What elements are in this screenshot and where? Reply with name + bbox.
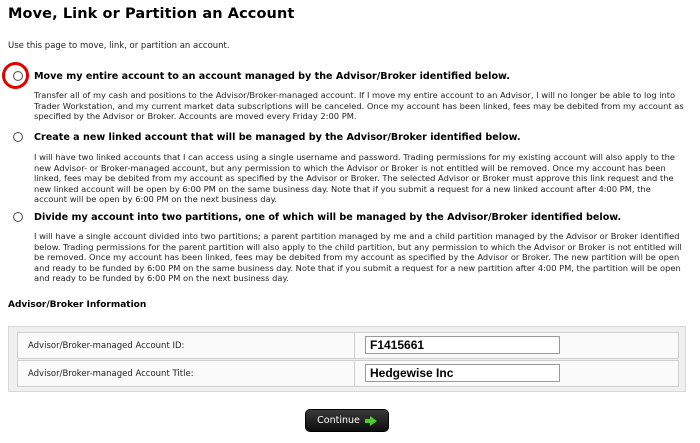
advisor-info-box (8, 326, 686, 392)
option-link-account-label: Create a new linked account that will be managed by the Advisor/Broker identified below. (34, 132, 521, 143)
option-partition-account-description: I will have a single account divided into two partitions; a parent partition managed by me and a child partition managed by the Advisor or Broker identified below. Trading permissions for the parent partition will also apply to the child partition, but any permission to which the Advisor or Broker is not entitled will be removed. Once my account has been linked, fees may be debited from my account as specified by the Advisor or Broker. The new partition will be open and ready to be funded by 6:00 PM on the same business day. Note that if you submit a request for a new partition after 4:00 PM, the partition will be open and ready to be funded by 6:00 PM on the next business day. (34, 231, 682, 284)
account-title-row (17, 360, 679, 387)
option-partition-account-label: Divide my account into two partitions, one of which will be managed by the Advisor/Broker identified below. (34, 212, 622, 223)
continue-button[interactable] (305, 409, 389, 432)
radio-link-account[interactable] (13, 132, 23, 142)
highlight-circle (2, 62, 29, 89)
option-link-account-description: I will have two linked accounts that I can access using a single username and password. Trading permissions for my existing account will also apply to the new Advisor- or Broker-managed account, but any permission to which the Advisor or Broker is not entitled will be removed. Once my account has been linked, fees may be debited from my account as specified by the Advisor or Broker. The selected Advisor or Broker must approve this link request and the new linked account will be open by 6:00 PM on the same business day. Note that if you submit a request for a new linked account after 4:00 PM, the account will be open by 6:00 PM on the next business day. (34, 152, 676, 205)
advisor-info-section-title: Advisor/Broker Information (8, 300, 147, 310)
radio-partition-account[interactable] (13, 212, 23, 222)
account-id-label: Advisor/Broker-managed Account ID: (28, 341, 185, 351)
option-move-account-label: Move my entire account to an account managed by the Advisor/Broker identified below. (34, 71, 510, 82)
account-title-label: Advisor/Broker-managed Account Title: (28, 369, 194, 379)
account-id-input[interactable] (365, 336, 560, 354)
option-move-account-description: Transfer all of my cash and positions to the Advisor/Broker-managed account. If I move my entire account to an Advisor, I will no longer be able to log into Trader Workstation, and my current market data subscriptions will be canceled. Once my account has been linked, fees may be debited from my account as specified by the Advisor or Broker. Accounts are moved every Friday 2:00 PM. (34, 90, 684, 122)
page-title: Move, Link or Partition an Account (8, 6, 295, 22)
row-divider (354, 361, 355, 386)
account-title-input[interactable] (365, 364, 560, 382)
page-intro: Use this page to move, link, or partition an account. (8, 41, 230, 51)
continue-button-label: Continue (317, 415, 360, 426)
arrow-right-icon (370, 416, 377, 426)
account-id-row (17, 332, 679, 359)
row-divider (354, 333, 355, 358)
